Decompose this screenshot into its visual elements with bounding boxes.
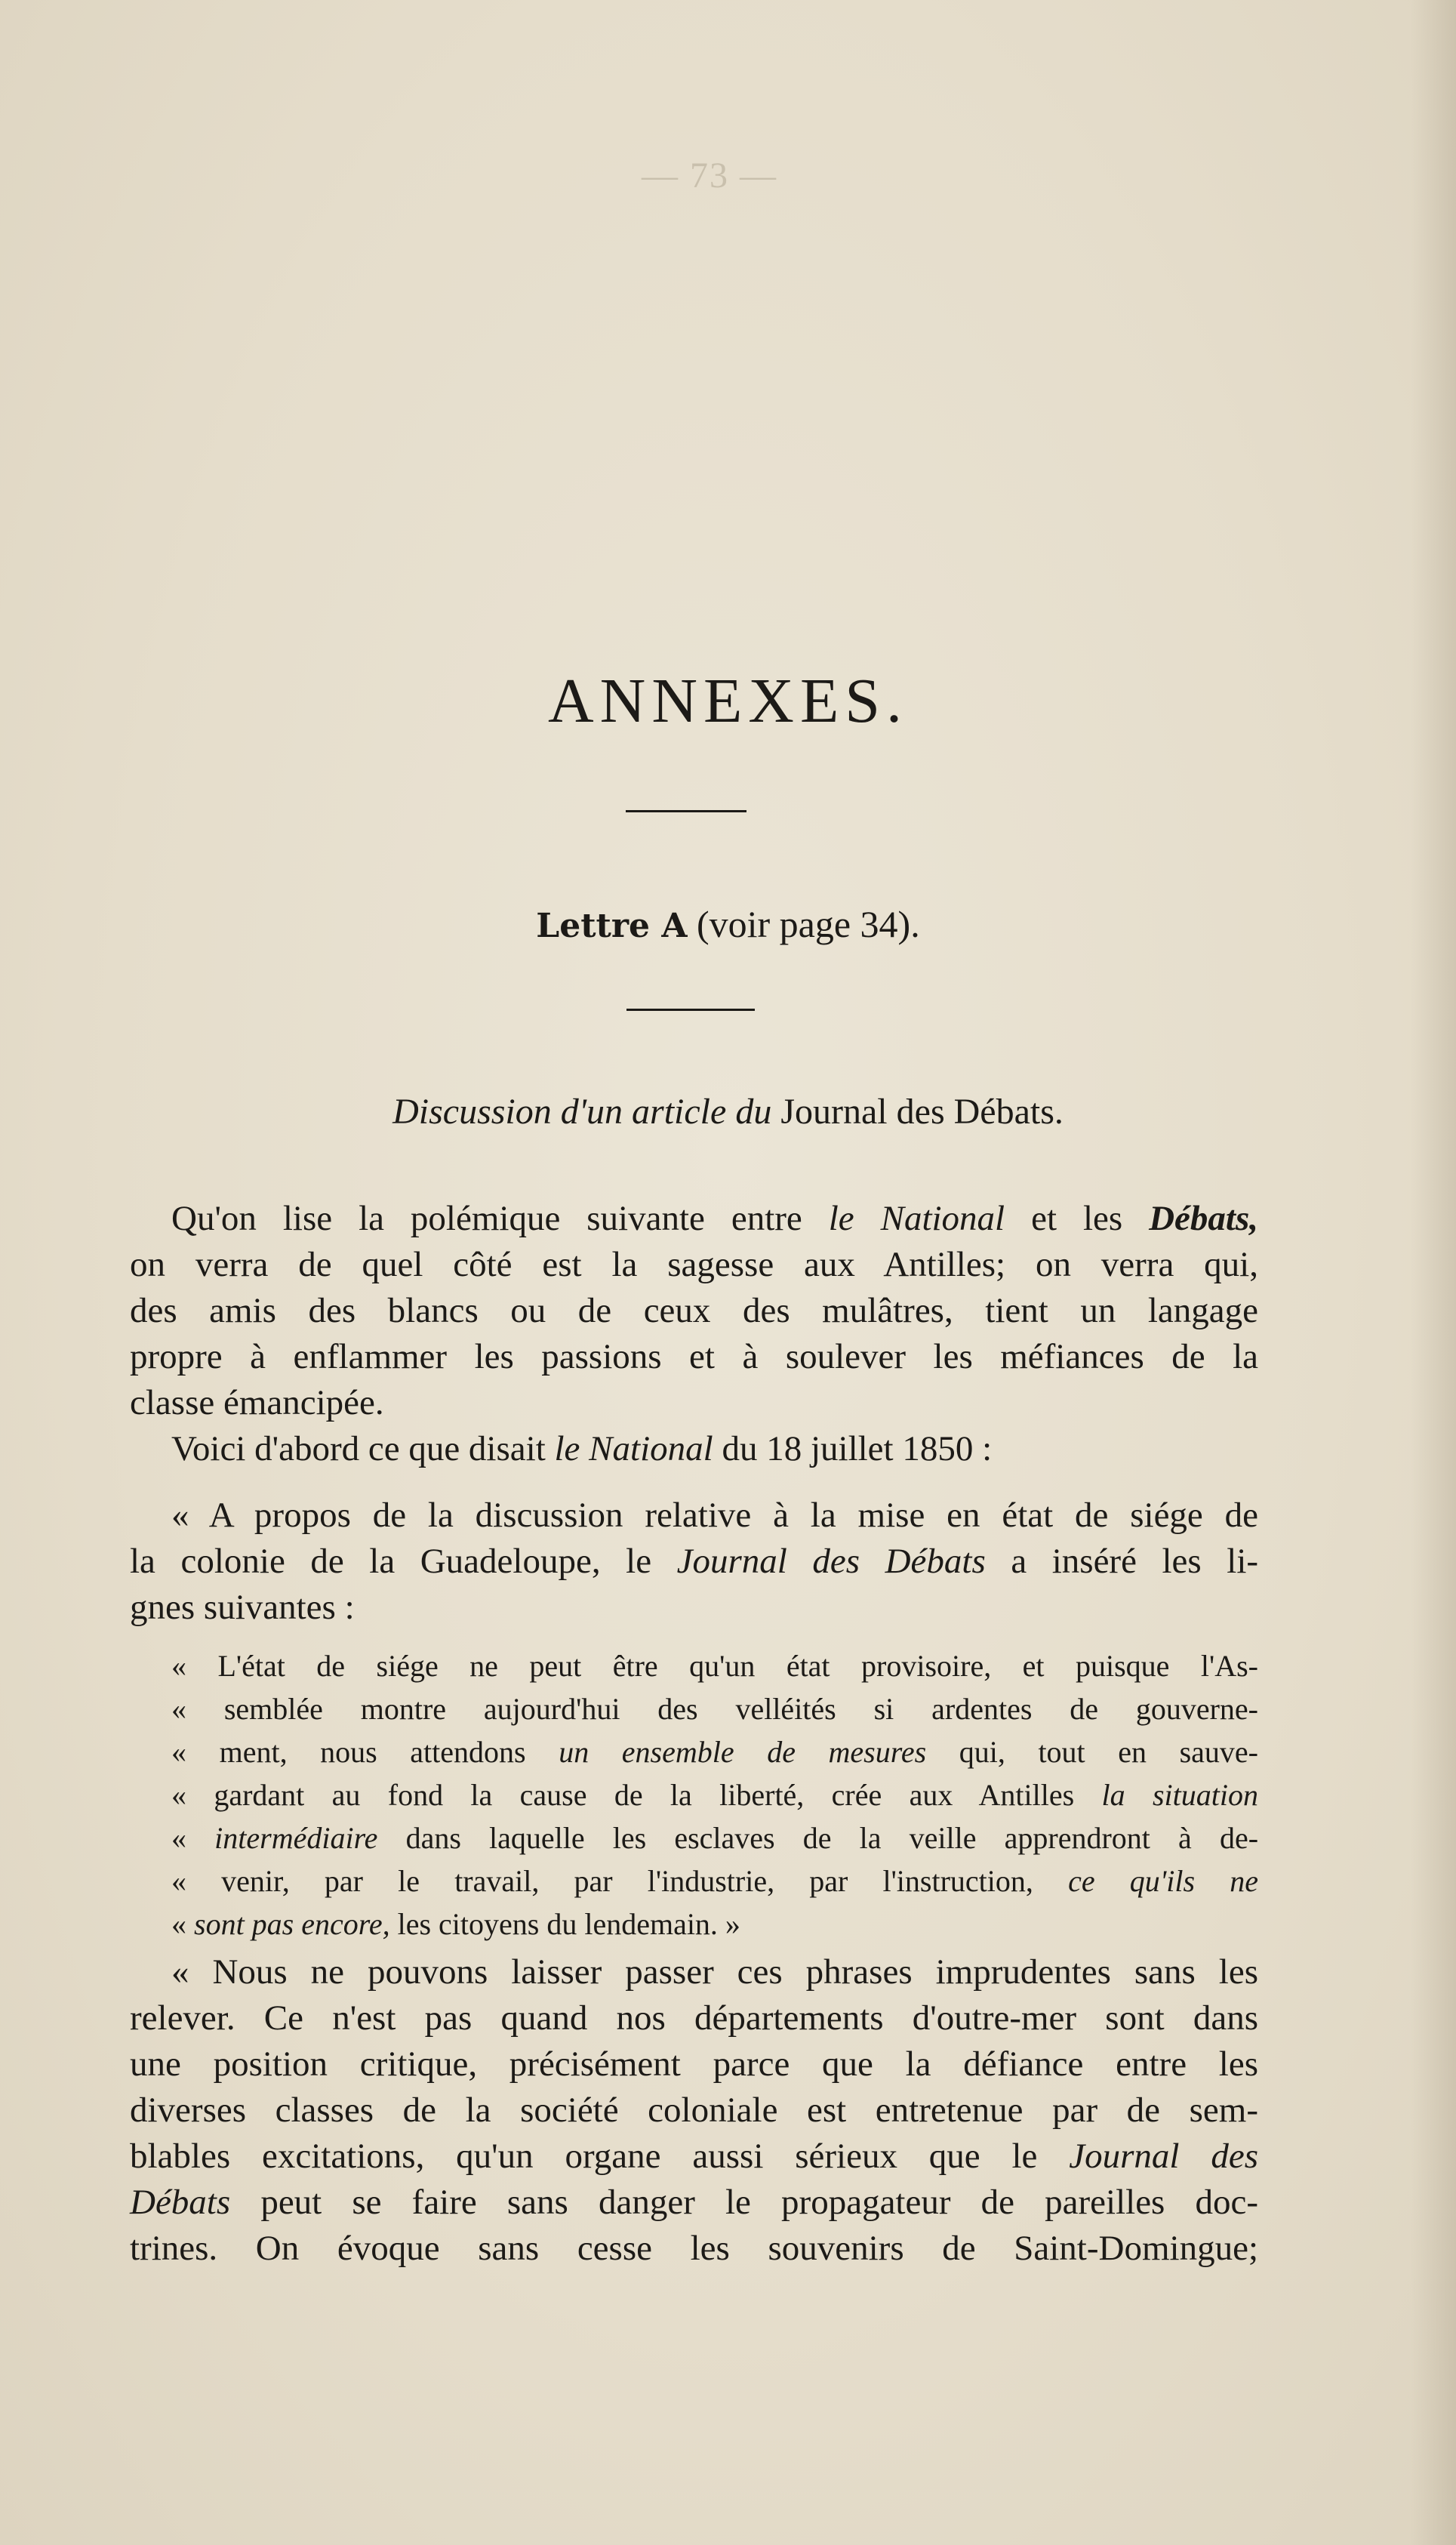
text-line: la colonie de la Guadeloupe, le Journal des Débats a inséré les li- (130, 1542, 1259, 1581)
page-title: ANNEXES. (548, 666, 908, 736)
text-line: « Nous ne pouvons laisser passer ces phrases imprudentes sans les (171, 1952, 1258, 1992)
text-line: trines. On évoque sans cesse les souvenirs de Saint-Domingue; (130, 2229, 1258, 2268)
text-line: « semblée montre aujourd'hui des velléités si ardentes de gouverne- (171, 1692, 1258, 1726)
text-line: « A propos de la discussion relative à la mise en état de siége de (171, 1496, 1258, 1535)
paragraph-3 (130, 1493, 1258, 1631)
text-line: classe émancipée. (130, 1383, 384, 1422)
text-line: « L'état de siége ne peut être qu'un état provisoire, et puisque l'As- (171, 1649, 1258, 1683)
text-line: Débats peut se faire sans danger le propagateur de pareilles doc- (130, 2183, 1259, 2222)
text-line: « ment, nous attendons un ensemble de mesures qui, tout en sauve- (171, 1735, 1258, 1769)
letter-label: Lettre A (536, 907, 688, 945)
paragraph-2 (130, 1426, 1258, 1472)
text-line: on verra de quel côté est la sagesse aux Antilles; on verra qui, (130, 1245, 1258, 1284)
divider-top (626, 810, 746, 812)
text-line: Voici d'abord ce que disait le National du 18 juillet 1850 : (171, 1429, 993, 1468)
quoted-passage (130, 1644, 1258, 1946)
text-line: des amis des blancs ou de ceux des mulâtres, tient un langage (130, 1291, 1258, 1330)
text-line: « gardant au fond la cause de la liberté, crée aux Antilles la situation (171, 1778, 1258, 1812)
letter-reference: (voir page 34). (696, 903, 920, 945)
section-heading-roman: Journal des Débats. (780, 1092, 1064, 1132)
text-line: relever. Ce n'est pas quand nos départements d'outre-mer sont dans (130, 1998, 1258, 2038)
text-line: une position critique, précisément parce que la défiance entre les (130, 2044, 1258, 2084)
paragraph-1 (130, 1196, 1258, 1426)
divider-bottom (626, 1009, 755, 1011)
section-heading (0, 1091, 1456, 1132)
text-line: gnes suivantes : (130, 1588, 355, 1627)
section-heading-italic: Discussion d'un article du (392, 1092, 772, 1132)
letter-heading (0, 902, 1456, 946)
text-line: Qu'on lise la polémique suivante entre le National et les Débats, (171, 1199, 1259, 1238)
paragraph-4 (130, 1949, 1258, 2272)
page-edge-shadow (1411, 0, 1456, 2545)
text-line: blables excitations, qu'un organe aussi sérieux que le Journal des (130, 2137, 1258, 2176)
text-line: propre à enflammer les passions et à soulever les méfiances de la (130, 1337, 1258, 1376)
text-line: « sont pas encore, les citoyens du lendemain. » (171, 1907, 740, 1941)
text-line: diverses classes de la société coloniale est entretenue par de sem- (130, 2091, 1258, 2130)
text-line: « intermédiaire dans laquelle les esclaves de la veille apprendront à de- (171, 1821, 1259, 1855)
text-line: « venir, par le travail, par l'industrie, par l'instruction, ce qu'ils ne (171, 1864, 1259, 1898)
faded-page-number: — 73 — (642, 156, 777, 196)
